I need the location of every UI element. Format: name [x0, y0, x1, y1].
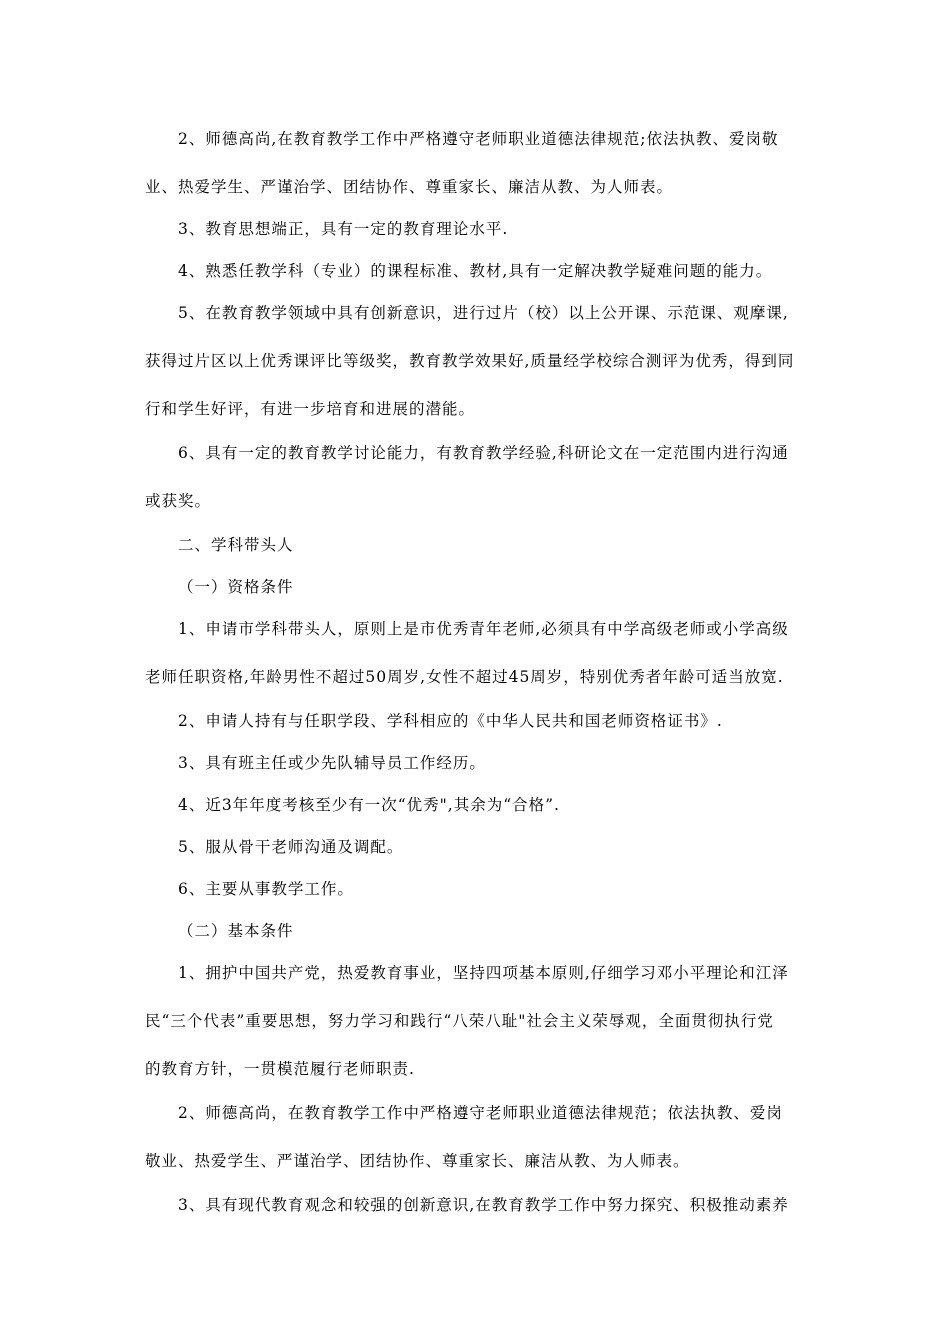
paragraph-line: 2、申请人持有与任职学段、学科相应的《中华人民共和国老师资格证书》. [178, 712, 723, 730]
paragraph-line: 5、在教育教学领域中具有创新意识，进行过片（校）以上公开课、示范课、观摩课, [178, 304, 789, 322]
paragraph-line: 3、具有现代教育观念和较强的创新意识,在教育教学工作中努力探究、积极推动素养 [178, 1196, 789, 1214]
subsection-heading: （二）基本条件 [178, 922, 294, 940]
paragraph-line: 4、近3年年度考核至少有一次“优秀",其余为“合格”. [178, 796, 560, 814]
subsection-heading: （一）资格条件 [178, 578, 294, 596]
section-heading: 二、学科带头人 [178, 536, 294, 554]
paragraph-line: 6、主要从事教学工作。 [178, 880, 354, 898]
paragraph-line: 老师任职资格,年龄男性不超过50周岁,女性不超过45周岁，特别优秀者年龄可适当放宽. [145, 668, 784, 686]
paragraph-line: 3、教育思想端正，具有一定的教育理论水平. [178, 220, 509, 238]
paragraph-line: 或获奖。 [145, 492, 212, 510]
paragraph-line: 4、熟悉任教学科（专业）的课程标准、教材,具有一定解决教学疑难问题的能力。 [178, 262, 773, 280]
paragraph-line: 获得过片区以上优秀课评比等级奖，教育教学效果好,质量经学校综合测评为优秀，得到同 [145, 352, 795, 370]
paragraph-line: 敬业、热爱学生、严谨治学、团结协作、尊重家长、廉洁从教、为人师表。 [145, 1152, 690, 1170]
paragraph-line: 行和学生好评，有进一步培育和进展的潜能。 [145, 400, 476, 418]
paragraph-line: 5、服从骨干老师沟通及调配。 [178, 838, 404, 856]
paragraph-line: 2、师德高尚，在教育教学工作中严格遵守老师职业道德法律规范；依法执教、爱岗 [178, 1104, 783, 1122]
paragraph-line: 1、申请市学科带头人，原则上是市优秀青年老师,必须具有中学高级老师或小学高级 [178, 620, 789, 638]
paragraph-line: 2、师德高尚,在教育教学工作中严格遵守老师职业道德法律规范;依法执教、爱岗敬 [178, 130, 779, 148]
paragraph-line: 3、具有班主任或少先队辅导员工作经历。 [178, 754, 486, 772]
paragraph-line: 1、拥护中国共产党，热爱教育事业，坚持四项基本原则,仔细学习邓小平理论和江泽 [178, 964, 789, 982]
paragraph-line: 6、具有一定的教育教学讨论能力，有教育教学经验,科研论文在一定范围内进行沟通 [178, 444, 789, 462]
paragraph-line: 民“三个代表”重要思想，努力学习和践行“八荣八耻"社会主义荣辱观，全面贯彻执行党 [145, 1012, 774, 1030]
paragraph-line: 业、热爱学生、严谨治学、团结协作、尊重家长、廉洁从教、为人师表。 [145, 178, 674, 196]
paragraph-line: 的教育方针，一贯模范履行老师职责. [145, 1060, 415, 1078]
